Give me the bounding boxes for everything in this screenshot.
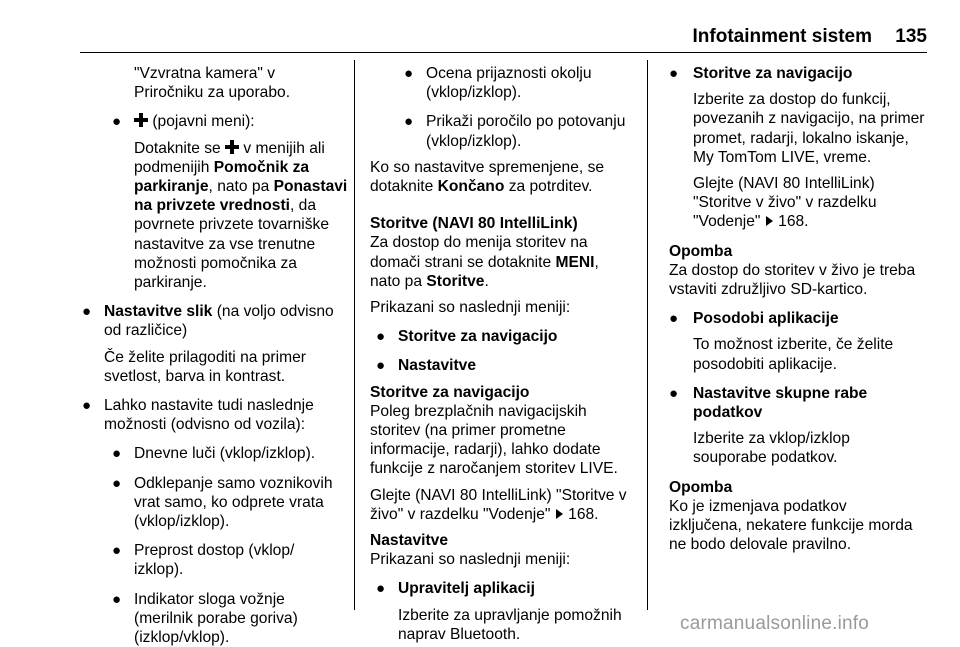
text-line: Za dostop do menija storitev na bbox=[370, 234, 588, 252]
text-line: Ocena prijaznosti okolju bbox=[426, 65, 592, 82]
text-line: možnosti pomočnika za bbox=[134, 254, 297, 272]
menu-term: Upravitelj aplikacij bbox=[398, 580, 535, 598]
menu-bullet bbox=[370, 356, 642, 375]
text-line: (vklop/izklop). bbox=[426, 132, 522, 150]
bullet-dot-icon: ● bbox=[376, 580, 386, 598]
page-header-title: Infotainment sistem bbox=[692, 26, 872, 47]
page-reference-arrow-icon bbox=[766, 216, 773, 226]
column-3 bbox=[669, 64, 931, 554]
text-line: promet, radarji, lokalno iskanje, bbox=[693, 129, 909, 147]
text-line: izklop). bbox=[134, 561, 184, 579]
text-line: svetlost, barva in kontrast. bbox=[104, 367, 286, 385]
bullet-dot-icon: ● bbox=[669, 310, 679, 328]
bullet-dot-icon: ● bbox=[82, 303, 92, 321]
menu-term: Pomočnik za bbox=[213, 158, 310, 176]
bullet-dot-icon: ● bbox=[112, 542, 122, 560]
text-line: Glejte (NAVI 80 IntelliLink) bbox=[693, 175, 875, 193]
section-heading: Storitve za navigacijo bbox=[370, 383, 530, 401]
text-line: Izberite za dostop do funkcij, bbox=[693, 91, 891, 109]
bullet-dot-icon: ● bbox=[112, 474, 122, 492]
menu-term: Storitve bbox=[426, 272, 485, 290]
menu-bullet bbox=[669, 64, 931, 232]
bullet-dot-icon: ● bbox=[376, 357, 386, 375]
bullet-dot-icon: ● bbox=[669, 65, 679, 82]
text-line: ne bodo delovale pravilno. bbox=[669, 536, 852, 554]
menu-term: na privzete vrednosti bbox=[134, 197, 290, 215]
header-rule bbox=[80, 52, 927, 53]
text-line: Glejte (NAVI 80 IntelliLink) "Storitve v bbox=[370, 486, 627, 504]
sub-bullet bbox=[370, 64, 642, 102]
menu-term: Nastavitve bbox=[398, 357, 477, 375]
column-1 bbox=[80, 64, 350, 647]
text-line: (vklop/izklop). bbox=[134, 513, 230, 531]
text-line: Prikazani so naslednji meniji: bbox=[370, 299, 571, 317]
menu-bullet bbox=[370, 327, 642, 346]
menu-bullet bbox=[669, 309, 931, 374]
text-line: (merilnik porabe goriva) bbox=[134, 609, 298, 627]
text-line: "Vzvratna kamera" v bbox=[134, 65, 276, 82]
text-line: Dnevne luči (vklop/izklop). bbox=[134, 445, 316, 463]
text-line: Če želite prilagoditi na primer bbox=[104, 348, 306, 366]
page-reference: 168. bbox=[568, 505, 599, 523]
text-line: posodobiti aplikacije. bbox=[693, 355, 837, 373]
text-line: storitev (na primer prometne bbox=[370, 422, 566, 440]
text-line: živo" v razdelku "Vodenje" bbox=[370, 505, 551, 523]
menu-term: Storitve za navigacijo bbox=[693, 65, 853, 82]
menu-term: parkiranje bbox=[134, 178, 209, 196]
menu-term: Končano bbox=[437, 178, 505, 196]
menu-term: Posodobi aplikacije bbox=[693, 310, 839, 328]
text-line: dotaknite bbox=[370, 178, 434, 196]
text-line: funkcije z naročanjem storitev LIVE. bbox=[370, 460, 618, 478]
text-line: od različice) bbox=[104, 322, 188, 340]
menu-term: Nastavitve slik bbox=[104, 303, 213, 321]
text-line: Za dostop do storitev v živo je treba bbox=[669, 261, 916, 279]
bullet-other-settings bbox=[80, 396, 350, 434]
text-line: souporabe podatkov. bbox=[693, 449, 838, 467]
section-heading: Storitve (NAVI 80 IntelliLink) bbox=[370, 215, 578, 233]
text-line: vrat samo, ko odprete vrata bbox=[134, 493, 324, 511]
plus-icon bbox=[134, 113, 148, 127]
text-line: nato pa bbox=[370, 272, 423, 290]
menu-term: Nastavitve skupne rabe bbox=[693, 384, 868, 402]
text-line: Prikaži poročilo po potovanju bbox=[426, 113, 626, 131]
section-heading: Nastavitve bbox=[370, 532, 449, 550]
text-line: Izberite za vklop/izklop bbox=[693, 430, 850, 448]
text-line: parkiranje. bbox=[134, 274, 207, 292]
bullet-image-settings bbox=[80, 302, 350, 386]
text-line: v menijih ali bbox=[243, 139, 325, 157]
text-line: podmenijih bbox=[134, 158, 210, 176]
column-divider-1 bbox=[354, 60, 355, 610]
bullet-dot-icon: ● bbox=[376, 328, 386, 346]
text-line: (pojavni meni): bbox=[152, 113, 255, 131]
text-line: "Storitve v živo" v razdelku bbox=[693, 194, 877, 212]
bullet-dot-icon: ● bbox=[112, 590, 122, 608]
text-line: Preprost dostop (vklop/ bbox=[134, 542, 295, 560]
text-line: My TomTom LIVE, vreme. bbox=[693, 148, 872, 166]
note-title: Opomba bbox=[669, 242, 733, 260]
sub-bullet bbox=[80, 541, 350, 579]
text-line: (izklop/vklop). bbox=[134, 629, 230, 647]
menu-term: MENI bbox=[555, 253, 595, 271]
text-line: povrnete privzete tovarniške bbox=[134, 216, 330, 234]
text-line: Lahko nastavite tudi naslednje bbox=[104, 397, 314, 415]
page-reference-arrow-icon bbox=[556, 509, 563, 519]
text-line: Ko je izmenjava podatkov bbox=[669, 497, 847, 515]
bullet-dot-icon: ● bbox=[404, 113, 414, 131]
bullet-dot-icon: ● bbox=[669, 384, 679, 402]
sub-bullet bbox=[80, 444, 350, 463]
page-number: 135 bbox=[895, 26, 927, 47]
text-line: izključena, nekatere funkcije morda bbox=[669, 517, 913, 535]
text-line: Prikazani so naslednji meniji: bbox=[370, 551, 571, 569]
text-line: možnosti (odvisno od vozila): bbox=[104, 416, 306, 434]
menu-term: podatkov bbox=[693, 404, 763, 422]
bullet-dot-icon: ● bbox=[112, 445, 122, 463]
text-line: , nato pa bbox=[208, 178, 270, 196]
sub-bullet bbox=[80, 474, 350, 532]
text-line: Ko so nastavitve spremenjene, se bbox=[370, 158, 605, 176]
plus-icon bbox=[225, 140, 239, 154]
text-line: Izberite za upravljanje pomožnih bbox=[398, 606, 622, 624]
note-title: Opomba bbox=[669, 478, 733, 496]
bullet-dot-icon: ● bbox=[112, 113, 122, 131]
menu-term: Storitve za navigacijo bbox=[398, 328, 558, 346]
text-line: Priročniku za uporabo. bbox=[134, 84, 291, 102]
text-line: (na voljo odvisno bbox=[216, 303, 334, 321]
text-line: povezanih z navigacijo, na primer bbox=[693, 110, 925, 128]
watermark: carmanualsonline.info bbox=[680, 613, 870, 634]
sub-bullet bbox=[370, 112, 642, 150]
page-reference: 168. bbox=[778, 213, 809, 231]
text-line: informacije, radarji), lahko dodate bbox=[370, 441, 601, 459]
text-line: Dotaknite se bbox=[134, 139, 221, 157]
text-line: (vklop/izklop). bbox=[426, 84, 522, 102]
text-line: Indikator sloga vožnje bbox=[134, 590, 285, 608]
bullet-popup-menu bbox=[80, 112, 350, 292]
bullet-dot-icon: ● bbox=[404, 65, 414, 82]
bullet-dot-icon: ● bbox=[82, 397, 92, 415]
text-line: vstaviti združljivo SD-kartico. bbox=[669, 281, 868, 299]
menu-term: Ponastavi bbox=[273, 178, 348, 196]
sub-bullet bbox=[80, 590, 350, 647]
menu-bullet bbox=[669, 384, 931, 468]
text-line: To možnost izberite, če želite bbox=[693, 336, 894, 354]
text-line: nastavitve za vse trenutne bbox=[134, 235, 316, 253]
text-line: za potrditev. bbox=[508, 178, 593, 196]
text-line: , da bbox=[289, 197, 316, 215]
text-line: Poleg brezplačnih navigacijskih bbox=[370, 402, 587, 420]
text-line: Odklepanje samo voznikovih bbox=[134, 474, 333, 492]
text-line: domači strani se dotaknite bbox=[370, 253, 552, 271]
text-line: "Vodenje" bbox=[693, 213, 761, 231]
text-line: naprav Bluetooth. bbox=[398, 625, 521, 643]
column-2: ● Ocena prijaznosti okolju (vklop/izklop). ● Prikaži poročilo po potovanju (vklop/izklop). Ko so nastavitve spremenjene, se dotaknite Končano za potrditev. Storitve (NAVI 80 IntelliLink) Za dostop do menija storitev na domači strani se dotaknite MENI, nato pa Storitve. Prikazani so naslednji meniji: ● Storitve za navigacijo ● Nastavitve Storitve za navigacijo Poleg brezplačnih navigacijskih storitev (na primer prometne informacije, radarji), lahko dodate funkcije z naročanjem storitev LIVE. Glejte (NAVI 80 IntelliLink) "Storitve v živo" v razdelku "Vodenje" 168. Nastavitve Prikazani so naslednji meniji: ● Upravitelj aplikacij Izberite za upravljanje pomožnih naprav Bluetooth. bbox=[370, 64, 642, 644]
column-divider-2 bbox=[647, 60, 648, 610]
menu-bullet bbox=[370, 579, 642, 644]
